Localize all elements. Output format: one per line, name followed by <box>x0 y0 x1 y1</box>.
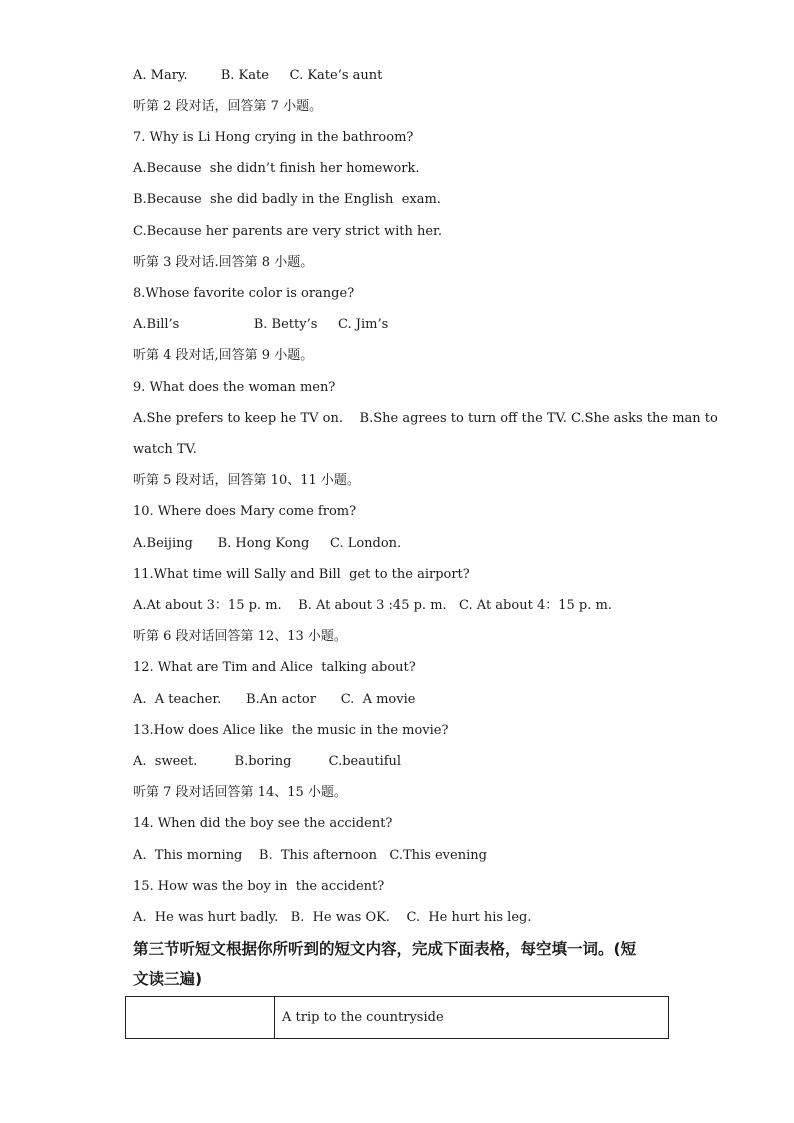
q7-option-c: C.Because her parents are very strict with her. <box>133 224 442 239</box>
question-10: 10. Where does Mary come from? <box>133 504 357 519</box>
dialogue-6-instruction: 听第 6 段对话回答第 12、13 小题。 <box>133 629 347 644</box>
q7-option-a: A.Because she didn’t finish her homework. <box>133 161 420 176</box>
q15-options: A. He was hurt badly. B. He was OK. C. He hurt his leg. <box>133 910 532 925</box>
question-14: 14. When did the boy see the accident? <box>133 816 393 831</box>
question-15: 15. How was the boy in the accident? <box>133 879 385 894</box>
q8-options: A.Bill’s B. Betty’s C. Jim’s <box>133 317 389 332</box>
section-3-heading-line1: 第三节听短文根据你所听到的短文内容，完成下面表格，每空填一词。(短 <box>133 940 637 958</box>
question-13: 13.How does Alice like the music in the movie? <box>133 723 449 738</box>
table-cell-blank[interactable] <box>126 997 275 1039</box>
question-7: 7. Why is Li Hong crying in the bathroom? <box>133 130 414 145</box>
q13-options: A. sweet. B.boring C.beautiful <box>133 754 402 769</box>
dialogue-3-instruction: 听第 3 段对话.回答第 8 小题。 <box>133 255 314 270</box>
q6-options: A. Mary. B. Kate C. Kate’s aunt <box>133 68 383 83</box>
question-9: 9. What does the woman men? <box>133 380 336 395</box>
q11-options: A.At about 3：15 p. m. B. At about 3 :45 p. m. C. At about 4：15 p. m. <box>133 598 612 613</box>
q7-option-b: B.Because she did badly in the English exam. <box>133 192 441 207</box>
table-row <box>126 997 669 1039</box>
q10-options: A.Beijing B. Hong Kong C. London. <box>133 536 402 551</box>
table-cell-topic: A trip to the countryside <box>275 997 669 1039</box>
dialogue-5-instruction: 听第 5 段对话，回答第 10、11 小题。 <box>133 473 360 488</box>
section-3-heading-line2: 文读三遍) <box>133 970 203 988</box>
q9-options: A.She prefers to keep he TV on. B.She agrees to turn off the TV. C.She asks the man to <box>133 411 718 426</box>
q14-options: A. This morning B. This afternoon C.This evening <box>133 848 487 863</box>
dialogue-2-instruction: 听第 2 段对话，回答第 7 小题。 <box>133 99 323 114</box>
q9-options-cont: watch TV. <box>133 442 197 457</box>
q12-options: A. A teacher. B.An actor C. A movie <box>133 692 416 707</box>
answer-table <box>125 996 669 1039</box>
dialogue-7-instruction: 听第 7 段对话回答第 14、15 小题。 <box>133 785 347 800</box>
dialogue-4-instruction: 听第 4 段对话,回答第 9 小题。 <box>133 348 314 363</box>
question-8: 8.Whose favorite color is orange? <box>133 286 355 301</box>
question-11: 11.What time will Sally and Bill get to the airport? <box>133 567 470 582</box>
question-12: 12. What are Tim and Alice talking about? <box>133 660 416 675</box>
